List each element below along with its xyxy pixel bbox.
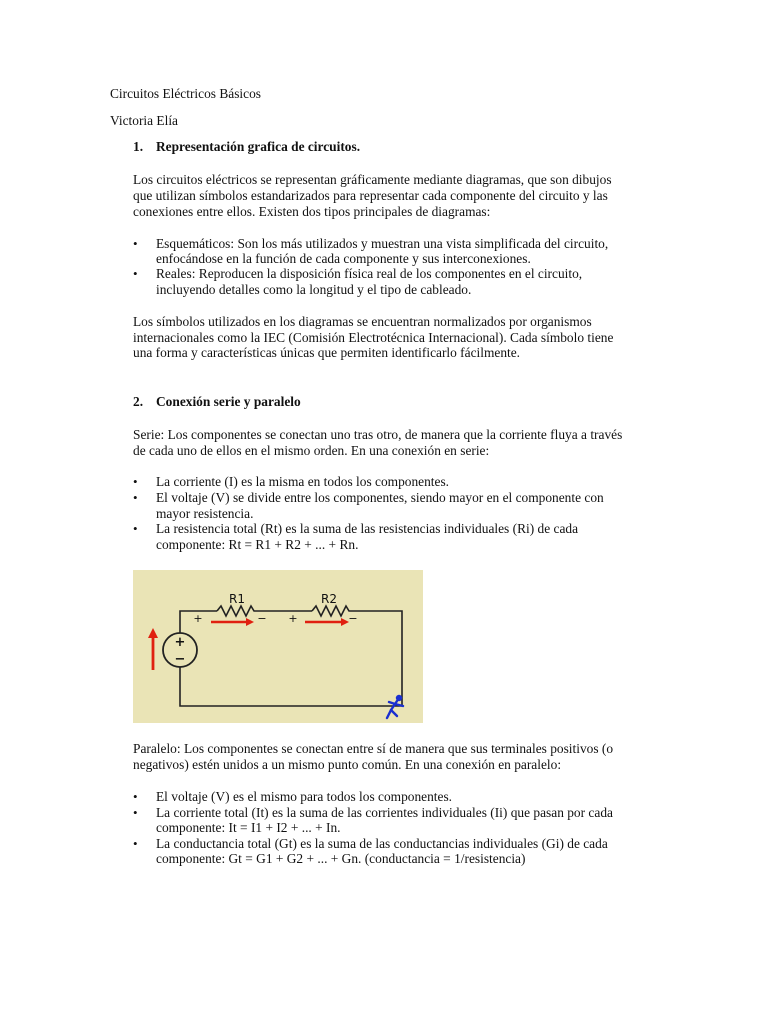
paralelo-bullet3-line1: La conductancia total (Gt) es la suma de las conductancias individuales (Gi) de cada [156, 836, 608, 851]
series-circuit-image [133, 570, 423, 723]
bullet-dot: • [133, 805, 138, 820]
serie-bullet1-line1: La corriente (I) es la misma en todos los componentes. [156, 474, 450, 489]
section1-bullet2-line1: Reales: Reproducen la disposición física real de los componentes en el circuito, [156, 266, 583, 281]
section1-para1-line1: Los circuitos eléctricos se representan gráficamente mediante diagramas, que son dibujos [133, 172, 612, 187]
bullet-dot: • [133, 836, 138, 851]
r2-plus-sign: + [288, 612, 298, 625]
serie-bullet3-line1: La resistencia total (Rt) es la suma de las resistencias individuales (Ri) de cada [156, 521, 579, 536]
section1-bullet1-line2: enfocándose en la función de cada componente y sus interconexiones. [156, 251, 531, 266]
section1-para2-line1: Los símbolos utilizados en los diagramas se encuentran normalizados por organismos [133, 314, 592, 329]
section1-heading: Representación grafica de circuitos. [156, 139, 361, 154]
r1-plus-sign: + [193, 612, 203, 625]
bullet-dot: • [133, 266, 138, 281]
r2-minus-sign: − [348, 612, 358, 625]
bullet-dot: • [133, 490, 138, 505]
paralelo-intro-line1: Paralelo: Los componentes se conectan entre sí de manera que sus terminales positivos (o [133, 741, 614, 756]
source-plus-sign: + [174, 635, 186, 650]
section1-para2-line2: internacionales como la IEC (Comisión Electrotécnica Internacional). Cada símbolo tiene [133, 330, 614, 345]
section1-bullet1-line1: Esquemáticos: Son los más utilizados y muestran una vista simplificada del circuito, [156, 236, 609, 251]
serie-bullet2-line2: mayor resistencia. [156, 506, 254, 521]
r1-minus-sign: − [257, 612, 267, 625]
paralelo-bullet2-line2: componente: It = I1 + I2 + ... + In. [156, 820, 341, 835]
serie-intro-line1: Serie: Los componentes se conectan uno tras otro, de manera que la corriente fluya a través [133, 427, 623, 442]
source-minus-sign: − [174, 652, 186, 667]
section1-para2-line3: una forma y características únicas que permiten identificarlo fácilmente. [133, 345, 521, 360]
section1-number: 1. [133, 139, 144, 154]
paralelo-bullet3-line2: componente: Gt = G1 + G2 + ... + Gn. (conductancia = 1/resistencia) [156, 851, 526, 866]
section1-para1-line2: que utilizan símbolos estandarizados para representar cada componente del circuito y las [133, 188, 608, 203]
section1-bullet2-line2: incluyendo detalles como la longitud y el tipo de cableado. [156, 282, 472, 297]
section2-heading: Conexión serie y paralelo [156, 394, 301, 409]
bullet-dot: • [133, 521, 138, 536]
bullet-dot: • [133, 474, 138, 489]
r2-label: R2 [321, 592, 337, 606]
paralelo-bullet1-line1: El voltaje (V) es el mismo para todos los componentes. [156, 789, 453, 804]
serie-intro-line2: de cada uno de ellos en el mismo orden. En una conexión en serie: [133, 443, 490, 458]
document-author: Victoria Elía [110, 113, 178, 128]
r1-label: R1 [229, 592, 245, 606]
paralelo-intro-line2: negativos) estén unidos a un mismo punto común. En una conexión en paralelo: [133, 757, 562, 772]
serie-bullet2-line1: El voltaje (V) se divide entre los componentes, siendo mayor en el componente con [156, 490, 604, 505]
section1-para1-line3: conexiones entre ellos. Existen dos tipos principales de diagramas: [133, 204, 491, 219]
bullet-dot: • [133, 236, 138, 251]
paralelo-bullet2-line1: La corriente total (It) es la suma de las corrientes individuales (Ii) que pasan por cada [156, 805, 613, 820]
section2-number: 2. [133, 394, 144, 409]
document-title: Circuitos Eléctricos Básicos [110, 86, 261, 101]
bullet-dot: • [133, 789, 138, 804]
serie-bullet3-line2: componente: Rt = R1 + R2 + ... + Rn. [156, 537, 359, 552]
